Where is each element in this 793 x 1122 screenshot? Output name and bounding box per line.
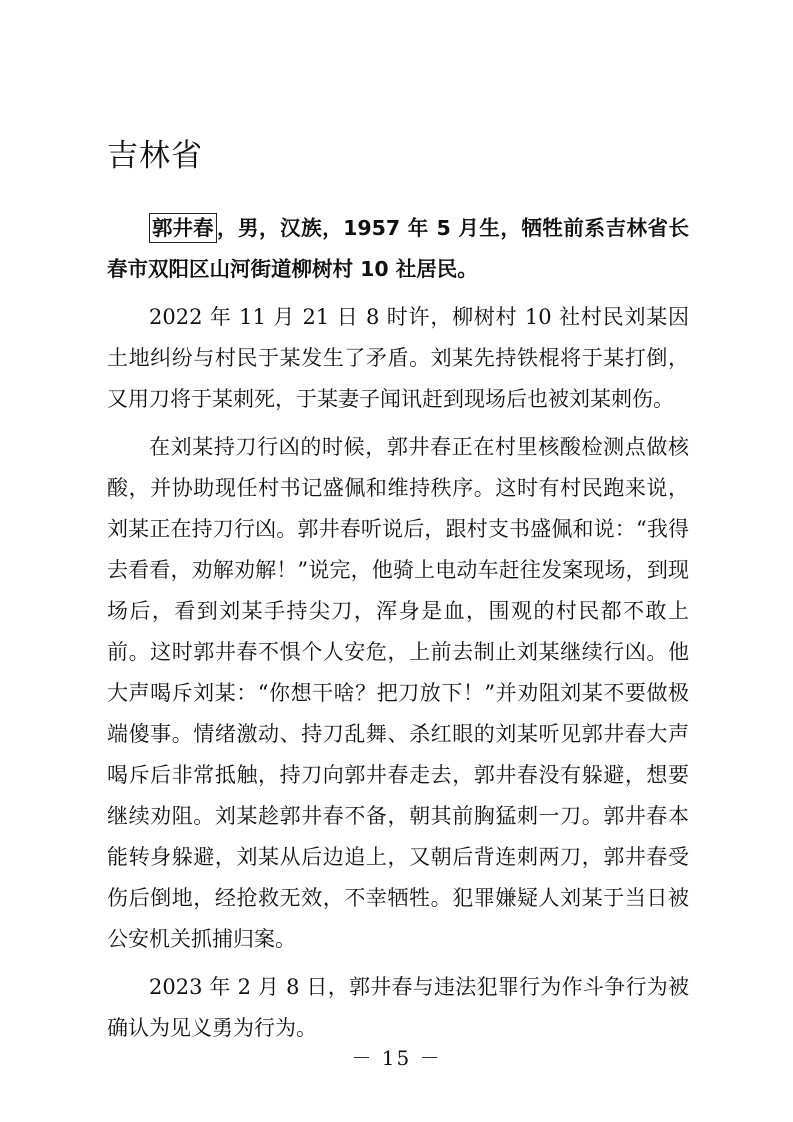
paragraph-act: 在刘某持刀行凶的时候，郭井春正在村里核酸检测点做核酸，并协助现任村书记盛佩和维持秩序。这时有村民跑来说，刘某正在持刀行凶。郭井春听说后，跟村支书盛佩和说：“我得去看看，劝解劝解！”说完，他骑上电动车赶往发案现场，到现场后，看到刘某手持尖刀，浑身是血，围观的村民都不敢上前。这时郭井春不惧个人安危，上前去制止刘某继续行凶。他大声喝斥刘某：“你想干啥？把刀放下！”并劝阻刘某不要做极端傻事。情绪激动、持刀乱舞、杀红眼的刘某听见郭井春大声喝斥后非常抵触，持刀向郭井春走去，郭井春没有躲避，想要继续劝阻。刘某趁郭井春不备，朝其前胸猛刺一刀。郭井春本能转身躲避，刘某从后边追上，又朝后背连刺两刀，郭井春受伤后倒地，经抢救无效，不幸牺牲。犯罪嫌疑人刘某于当日被公安机关抓捕归案。 (107, 435, 689, 951)
article-body (107, 208, 689, 1056)
paragraph-recognition: 2023 年 2 月 8 日，郭井春与违法犯罪行为作斗争行为被确认为见义勇为行为。 (107, 975, 689, 1040)
page-number: － 15 － (351, 1046, 442, 1070)
intro-text: ，男，汉族，1957 年 5 月生，牺牲前系吉林省长春市双阳区山河街道柳树村 10 社居民。 (107, 216, 689, 281)
section-title: 吉林省 (107, 138, 203, 174)
intro-paragraph (107, 208, 689, 290)
highlighted-name: 郭井春 (149, 213, 217, 243)
paragraph-incident: 2022 年 11 月 21 日 8 时许，柳树村 10 社村民刘某因土地纠纷与村民于某发生了矛盾。刘某先持铁棍将于某打倒，又用刀将于某刺死，于某妻子闻讯赶到现场后也被刘某刺伤。 (107, 305, 689, 411)
